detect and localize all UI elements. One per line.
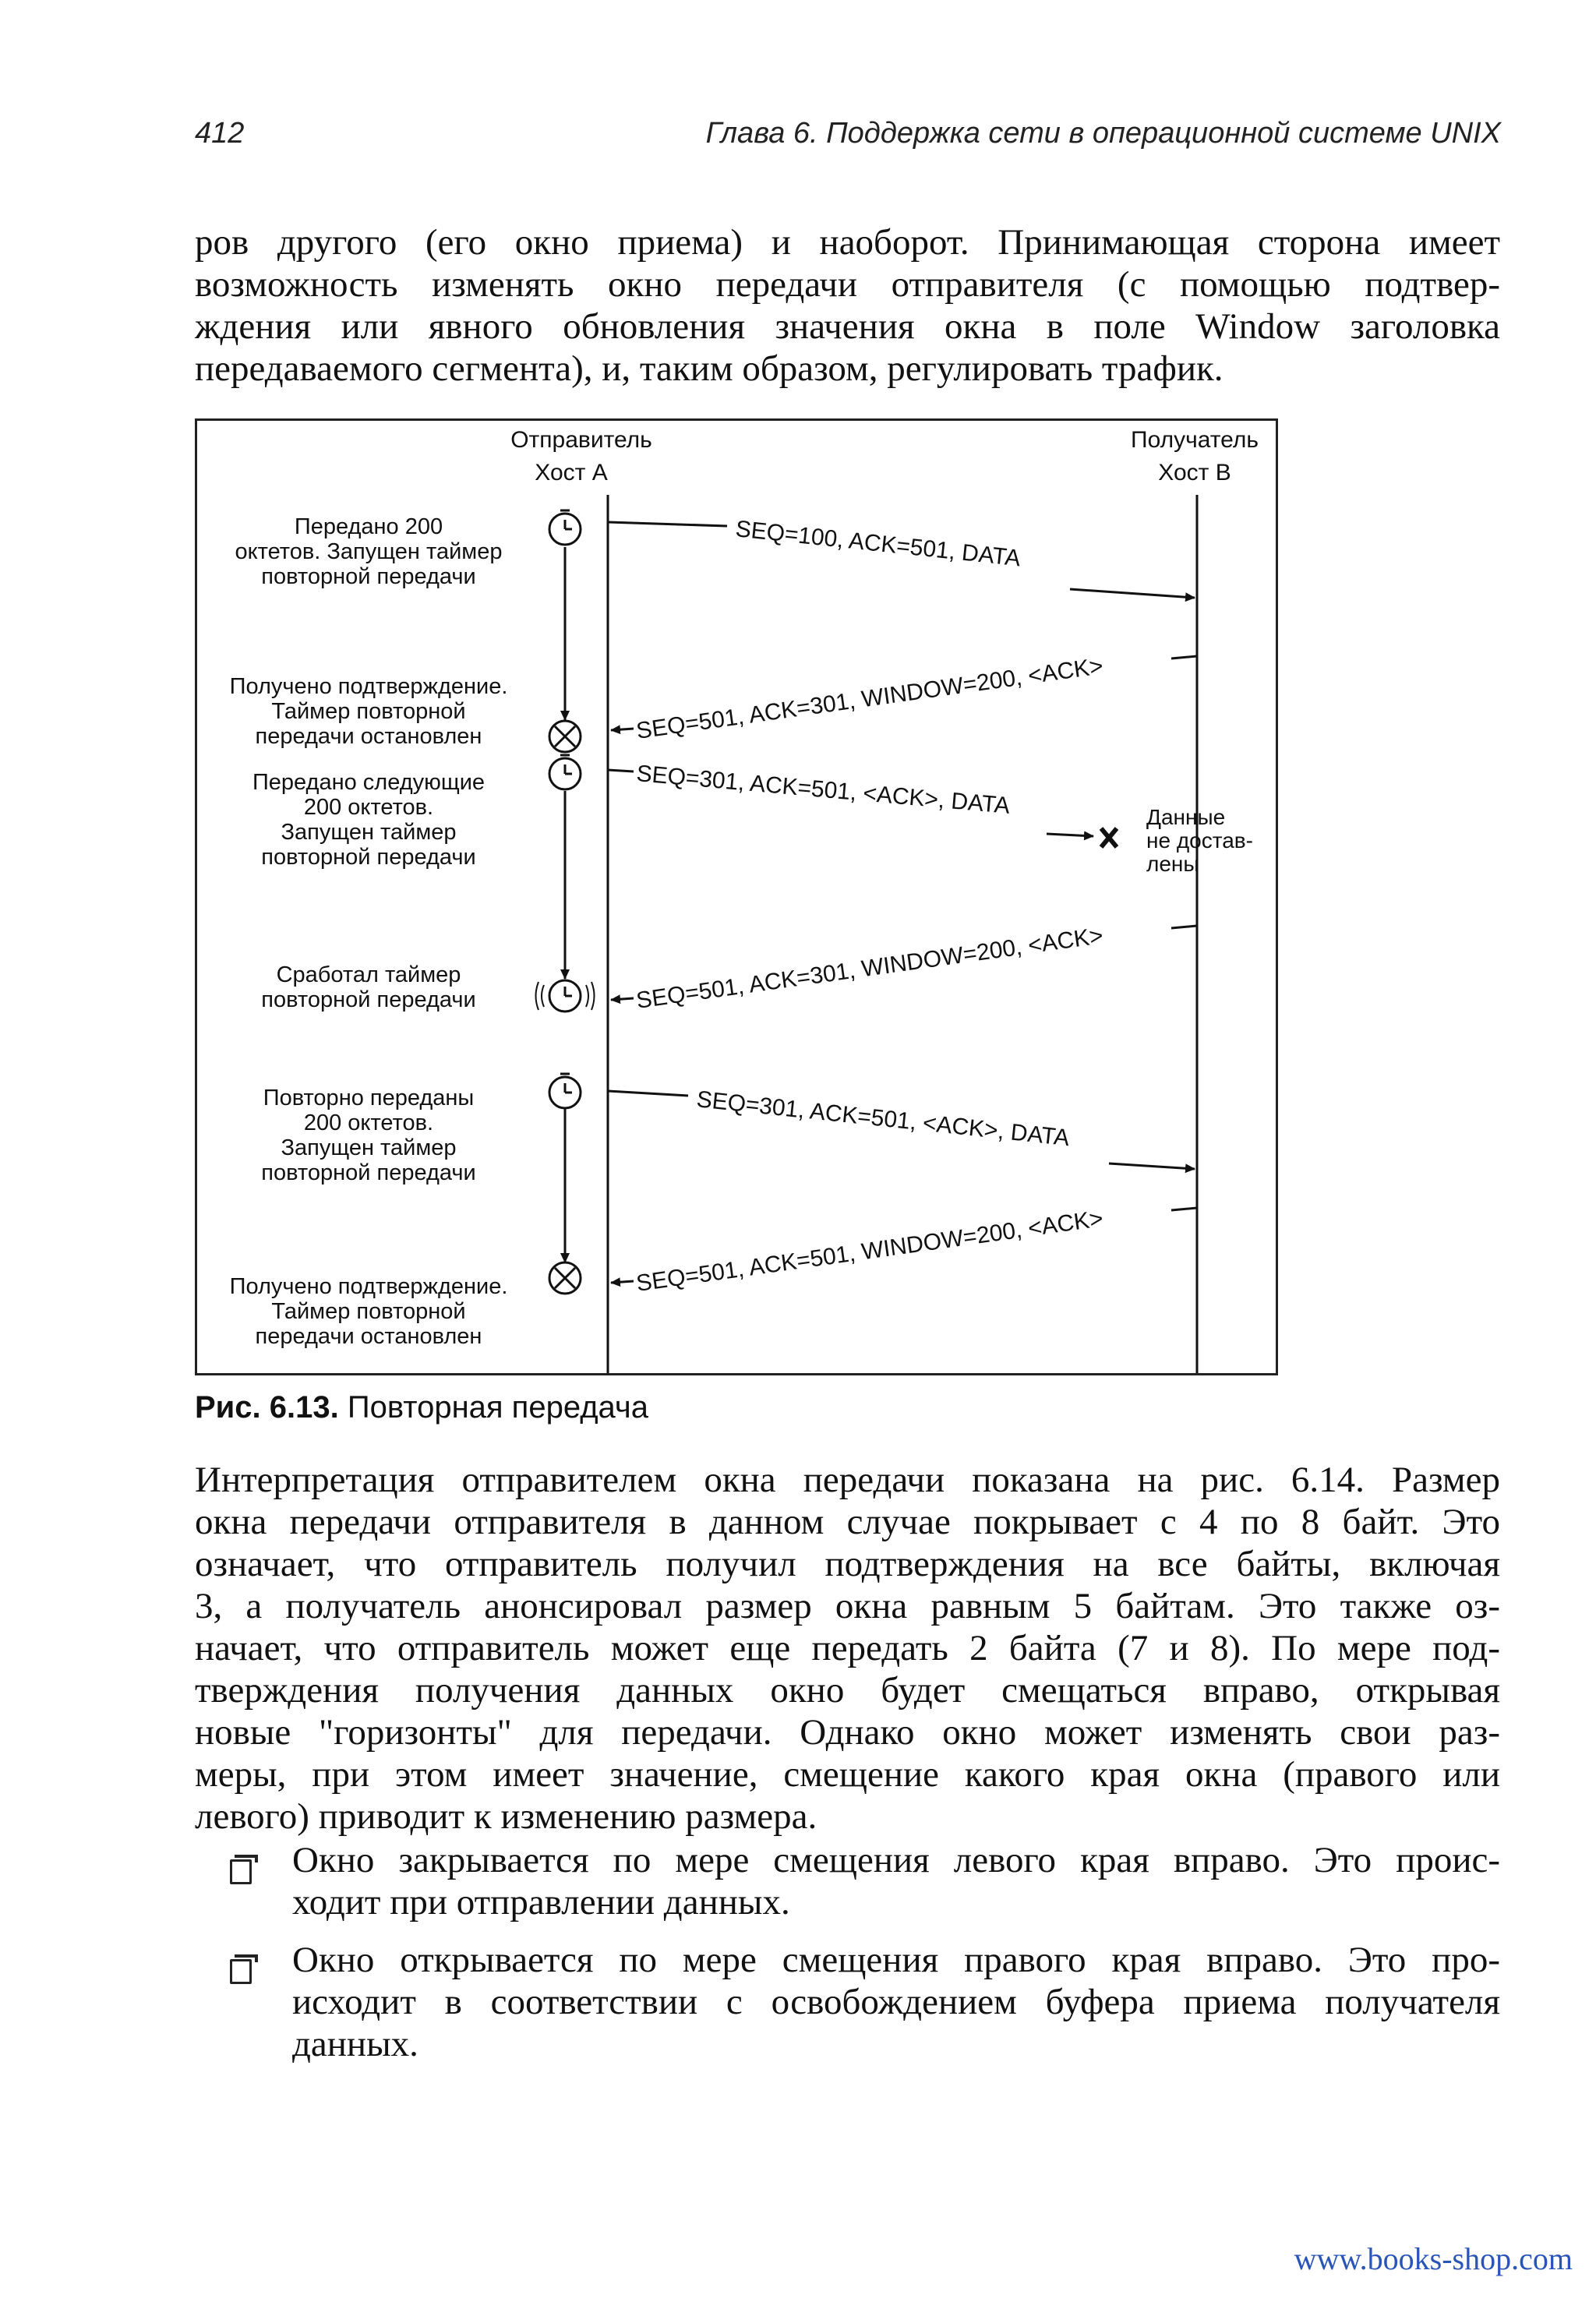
message-arrow [608, 1086, 1195, 1169]
text-line: начает, что отправитель может еще передать 2 байта (7 и 8). По мере под- [195, 1628, 1500, 1668]
text-line: тверждения получения данных окно будет смещаться вправо, открывая [195, 1670, 1500, 1711]
message-arrow [611, 653, 1197, 744]
chapter-title: Поддержка сети в операционной системе UNIX [826, 117, 1501, 150]
page-number: 412 [195, 117, 245, 150]
note-line: Сработал таймер [276, 962, 461, 987]
message-label: SEQ=501, ACK=301, WINDOW=200, <ACK> [634, 653, 1105, 744]
message-arrow [608, 516, 1195, 598]
text-line: ходит при отправлении данных. [292, 1882, 790, 1922]
text-line: исходит в соответствии с освобождением буфера приема получателя [292, 1982, 1500, 2022]
note-line: повторной передачи [261, 987, 476, 1012]
text-line: окна передачи отправителя в данном случае покрывает с 4 по 8 байт. Это [195, 1502, 1500, 1542]
text-line: передаваемого сегмента), и, таким образом, регулировать трафик. [195, 348, 1223, 389]
stop-timer-icon [549, 721, 581, 752]
note-line: повторной передачи [261, 845, 476, 870]
alarm-clock-icon [536, 980, 595, 1012]
note-line: повторной передачи [261, 564, 476, 589]
clock-icon [549, 510, 581, 545]
text-line: данных. [292, 2024, 418, 2064]
receiver-label: Получатель [1131, 427, 1259, 453]
body-paragraph [195, 1459, 1500, 1838]
note-line: Передано следующие [252, 770, 486, 795]
note-line: Передано 200 [294, 514, 443, 539]
text-line: Окно закрывается по мере смещения левого края вправо. Это проис- [292, 1840, 1500, 1880]
bullet-item [292, 1839, 1500, 1923]
message-label: SEQ=301, ACK=501, <ACK>, DATA [695, 1086, 1071, 1152]
caption-text: Повторная передача [347, 1390, 648, 1425]
bullet-item [292, 1939, 1500, 2065]
note-line: Таймер повторной [271, 699, 466, 724]
note-line: Таймер повторной [271, 1299, 466, 1324]
text-line: означает, что отправитель получил подтверждения на все байты, включая [195, 1544, 1500, 1584]
message-arrow [611, 923, 1197, 1014]
footer-link[interactable]: www.books-shop.com [1294, 2241, 1573, 2276]
note-line: Запущен таймер [281, 1135, 457, 1160]
sender-label: Отправитель [510, 427, 652, 453]
text-line: ждения или явного обновления значения окна в поле Window заголовка [195, 306, 1500, 347]
text-line: новые "горизонты" для передачи. Однако окно может изменять свои раз- [195, 1712, 1500, 1753]
clock-icon [549, 1074, 581, 1108]
stop-timer-icon [549, 1262, 581, 1294]
intro-paragraph [195, 221, 1500, 390]
sender-host: Хост А [535, 460, 608, 485]
text-line: Интерпретация отправителем окна передачи показана на рис. 6.14. Размер [195, 1460, 1500, 1500]
text-line: меры, при этом имеет значение, смещение какого края окна (правого или [195, 1754, 1500, 1795]
note-line: октетов. Запущен таймер [235, 539, 503, 564]
message-label: SEQ=301, ACK=501, <ACK>, DATA [635, 761, 1012, 819]
lost-note-line: лены [1146, 852, 1199, 876]
clock-icon [549, 755, 581, 789]
note-line: повторной передачи [261, 1160, 476, 1185]
note-line: Повторно переданы [263, 1086, 475, 1110]
lost-note-line: Данные [1146, 805, 1226, 829]
receiver-host: Хост В [1158, 460, 1231, 485]
chapter-label: Глава 6. [705, 117, 818, 150]
lost-note-line: не достав- [1146, 828, 1254, 853]
message-label: SEQ=501, ACK=501, WINDOW=200, <ACK> [634, 1206, 1105, 1297]
text-line: Окно открывается по мере смещения правого края вправо. Это про- [292, 1940, 1500, 1980]
note-line: передачи остановлен [255, 724, 482, 749]
figure-retransmission [195, 418, 1278, 1375]
note-line: 200 октетов. [303, 1110, 434, 1135]
note-line: передачи остановлен [255, 1324, 482, 1349]
text-line: левого) приводит к изменению размера. [195, 1796, 817, 1837]
text-line: 3, а получатель анонсировал размер окна равным 5 байтам. Это также оз- [195, 1586, 1500, 1626]
lost-data-icon [1101, 828, 1117, 847]
message-label: SEQ=100, ACK=501, DATA [734, 516, 1022, 572]
caption-label: Рис. 6.13. [195, 1390, 339, 1425]
checkbox-bullet-icon [230, 1859, 252, 1884]
checkbox-bullet-icon [230, 1959, 252, 1984]
message-arrow [611, 1206, 1197, 1297]
sequence-diagram [197, 421, 1276, 1373]
note-line: Получено подтверждение. [229, 674, 508, 699]
note-line: Получено подтверждение. [229, 1274, 508, 1299]
figure-caption [195, 1390, 648, 1425]
text-line: возможность изменять окно передачи отправителя (с помощью подтвер- [195, 264, 1500, 305]
note-line: 200 октетов. [303, 795, 434, 820]
text-line: ров другого (его окно приема) и наоборот. Принимающая сторона имеет [195, 222, 1500, 263]
message-label: SEQ=501, ACK=301, WINDOW=200, <ACK> [634, 923, 1105, 1014]
running-header [706, 117, 1501, 150]
message-arrow [608, 761, 1253, 876]
note-line: Запущен таймер [281, 820, 457, 845]
